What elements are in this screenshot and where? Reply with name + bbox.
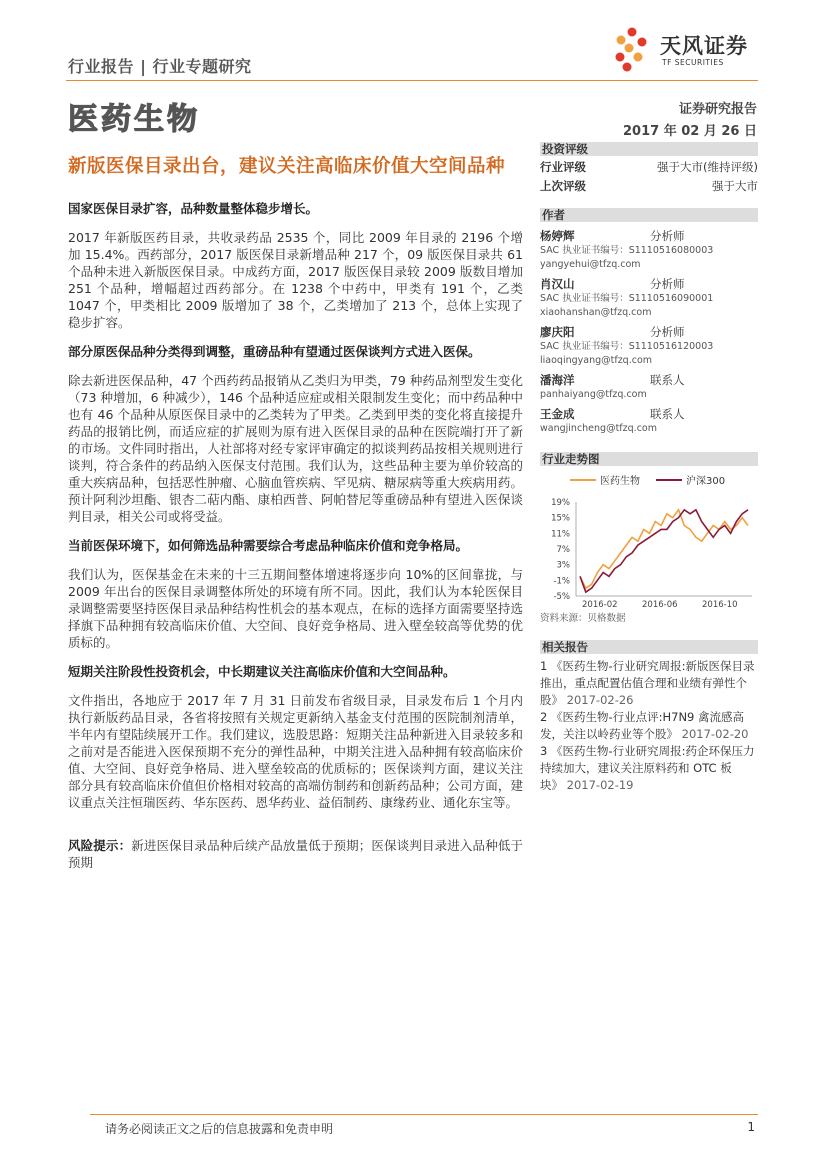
trend-chart <box>540 470 758 610</box>
related-date: 2017-02-20 <box>681 727 749 741</box>
prev-rating-label: 上次评级 <box>540 179 586 193</box>
author <box>540 324 758 368</box>
author <box>540 228 758 272</box>
logo-subtext: TF SECURITIES <box>662 58 724 67</box>
author-cert: SAC 执业证书编号：S1110516120003 <box>540 341 714 352</box>
section-body: 文件指出，各地应于 2017 年 7 月 31 日前发布省级目录，目录发布后 1 个月内执行新版药品目录，各省将按照有关规定更新纳入基金支付范围的医院制剂清单，半年内有望陆续展开工作。我们建议，选股思路：短期关注品种新进入目录较多和之前对是否能进入医保预期不充分的弹性品种，中期关注进入品种拥有较高临床价值、大空间、良好竞争格局、进入壁垒较高的优质标的；医保谈判方面，建议关注部分具有较高临床价值但价格相对较高的高端仿制药和创新药品种；公司方面，建议重点关注恒瑞医药、华东医药、恩华药业、益佰制药、康缘药业、通化东宝等。 <box>68 693 523 810</box>
report-type: 证券研究报告 <box>678 102 757 117</box>
rating-row <box>540 158 758 177</box>
report-category: 行业报告 | 行业专题研究 <box>68 57 252 76</box>
related-report[interactable] <box>540 709 758 743</box>
section-body: 2017 年新版医药目录，共收录药品 2535 个，同比 2009 年目录的 2196 个增加 15.4%。西药部分，2017 版医保目录新增品种 217 个，09 版医保目录共 61 个品种未进入新版医保目录。中成药方面，2017 版医保目录较 2009 版数目增加 251 个品种，增幅超过西药部分。在 1238 个中药中，甲类有 191 个，乙类 1047 个，甲类相比 2009 版增加了 38 个，乙类增加了 213 个，总体上实现了稳步扩容。 <box>68 230 523 330</box>
related-title: 2 《医药生物-行业点评:H7N9 禽流感高发，关注以岭药业等个股》 <box>540 710 745 741</box>
legend-label: 医药生物 <box>600 476 640 487</box>
author-role: 联系人 <box>650 407 685 421</box>
prev-rating-row <box>540 177 758 196</box>
report-title: 新版医保目录出台，建议关注高临床价值大空间品种 <box>68 156 506 177</box>
author-role: 分析师 <box>650 325 685 339</box>
legend-label: 沪深300 <box>686 476 726 487</box>
author-role: 分析师 <box>650 229 685 243</box>
x-tick-label: 2016-02 <box>582 600 618 610</box>
author-name: 廖庆阳 <box>540 325 575 339</box>
author-role: 分析师 <box>650 277 685 291</box>
related-date: 2017-02-19 <box>566 778 634 792</box>
related-report[interactable] <box>540 658 758 709</box>
author-email[interactable]: xiaohanshan@tfzq.com <box>540 307 652 318</box>
section-heading: 短期关注阶段性投资机会，中长期建议关注高临床价值和大空间品种。 <box>68 664 456 679</box>
authors-header: 作者 <box>540 208 758 222</box>
rating-value: 强于大市(维持评级) <box>657 160 758 174</box>
section-body: 我们认为，医保基金在未来的十三五期间整体增速将逐步向 10%的区间靠拢，与 2009 年出台的医保目录调整体所处的环境有所不同。因此，我们认为本轮医保目录调整需要坚持医保目录品种结构性机会的基本观点，在标的选择方面需要坚持选择旗下品种拥有较高临床价值、大空间、良好竞争格局、进入壁垒较高等优势的优质标的。 <box>68 567 523 650</box>
x-tick-label: 2016-06 <box>642 600 678 610</box>
risk-note <box>68 837 523 871</box>
y-tick-label: 7% <box>556 545 570 555</box>
trend-header: 行业走势图 <box>540 452 758 466</box>
y-tick-label: 11% <box>551 529 570 540</box>
author-email[interactable]: panhaiyang@tfzq.com <box>540 389 647 400</box>
logo-mark-icon <box>612 24 658 76</box>
author <box>540 276 758 320</box>
author-name: 王金成 <box>540 407 575 421</box>
author-role: 联系人 <box>650 373 685 387</box>
author <box>540 372 758 402</box>
author-cert: SAC 执业证书编号：S1110516080003 <box>540 245 714 256</box>
sidebar <box>540 142 758 794</box>
risk-text: 新进医保目录品种后续产品放量低于预期；医保谈判目录进入品种低于预期 <box>68 838 523 870</box>
x-tick-label: 2016-10 <box>702 600 738 610</box>
author-email[interactable]: yangyehui@tfzq.com <box>540 259 641 270</box>
chart-source: 资料来源：贝格数据 <box>540 613 626 624</box>
page-number: 1 <box>747 1120 755 1134</box>
related-report[interactable] <box>540 743 758 794</box>
risk-label: 风险提示： <box>68 838 132 853</box>
report-date: 2017 年 02 月 26 日 <box>623 124 757 139</box>
logo-text: 天风证券 <box>660 34 748 58</box>
author-list <box>540 228 758 436</box>
author-name: 杨婷辉 <box>540 229 575 243</box>
section-heading: 国家医保目录扩容，品种数量整体稳步增长。 <box>68 201 319 216</box>
related-header: 相关报告 <box>540 640 758 654</box>
related-date: 2017-02-26 <box>566 693 634 707</box>
footer-disclaimer: 请务必阅读正文之后的信息披露和免责申明 <box>105 1122 334 1136</box>
rating-header: 投资评级 <box>540 142 758 156</box>
related-title: 1 《医药生物-行业研究周报:新版医保目录推出，重点配置估值合理和业绩有弹性个股》 <box>540 659 755 707</box>
section-heading: 当前医保环境下，如何筛选品种需要综合考虑品种临床价值和竞争格局。 <box>68 538 469 553</box>
logo <box>612 24 762 76</box>
y-tick-label: 19% <box>551 498 570 508</box>
author-cert: SAC 执业证书编号：S1110516090001 <box>540 293 714 304</box>
y-tick-label: 15% <box>551 513 570 524</box>
y-tick-label: 3% <box>556 560 570 571</box>
series-line-pharma <box>580 510 748 588</box>
section-heading: 部分原医保品种分类得到调整，重磅品种有望通过医保谈判方式进入医保。 <box>68 344 481 359</box>
main-column <box>68 200 523 871</box>
prev-rating-value: 强于大市 <box>712 179 758 193</box>
y-tick-label: -1% <box>553 576 570 587</box>
author-email[interactable]: wangjincheng@tfzq.com <box>540 423 657 434</box>
author-name: 潘海洋 <box>540 373 575 387</box>
header-rule <box>66 80 758 81</box>
section-body: 除去新进医保品种，47 个西药药品报销从乙类归为甲类，79 种药品剂型发生变化（73 种增加，6 种减少），146 个品种适应症或相关限制发生变化；而中药品种中也有 46 个品种从原医保目录中的乙类转为了甲类。乙类到甲类的变化将直接提升药品的报销比例，而适应症的扩展则为原有进入医保目录的品种在医院端打开了新的市场。文件同时指出，人社部将对经专家评审确定的拟谈判药品按相关规则进行谈判，符合条件的药品纳入医保支付范围。我们认为，这些品种主要为单价较高的重大疾病品种，包括恶性肿瘤、心脑血管疾病、罕见病、糖尿病等重大疾病用药。预计阿利沙坦酯、银杏二萜内酯、康柏西普、阿帕替尼等重磅品种有望进入医保谈判目录，相关公司或将受益。 <box>68 373 523 524</box>
y-tick-label: -5% <box>553 592 570 602</box>
series-line-hs300 <box>580 510 748 592</box>
related-title: 3 《医药生物-行业研究周报:药企环保压力持续加大，建议关注原料药和 OTC 板块》 <box>540 744 755 792</box>
related-list <box>540 658 758 794</box>
author-email[interactable]: liaoqingyang@tfzq.com <box>540 355 653 366</box>
footer-rule <box>90 1114 758 1115</box>
sector-title: 医药生物 <box>68 102 200 137</box>
author <box>540 406 758 436</box>
rating-label: 行业评级 <box>540 160 586 174</box>
author-name: 肖汉山 <box>540 277 575 291</box>
